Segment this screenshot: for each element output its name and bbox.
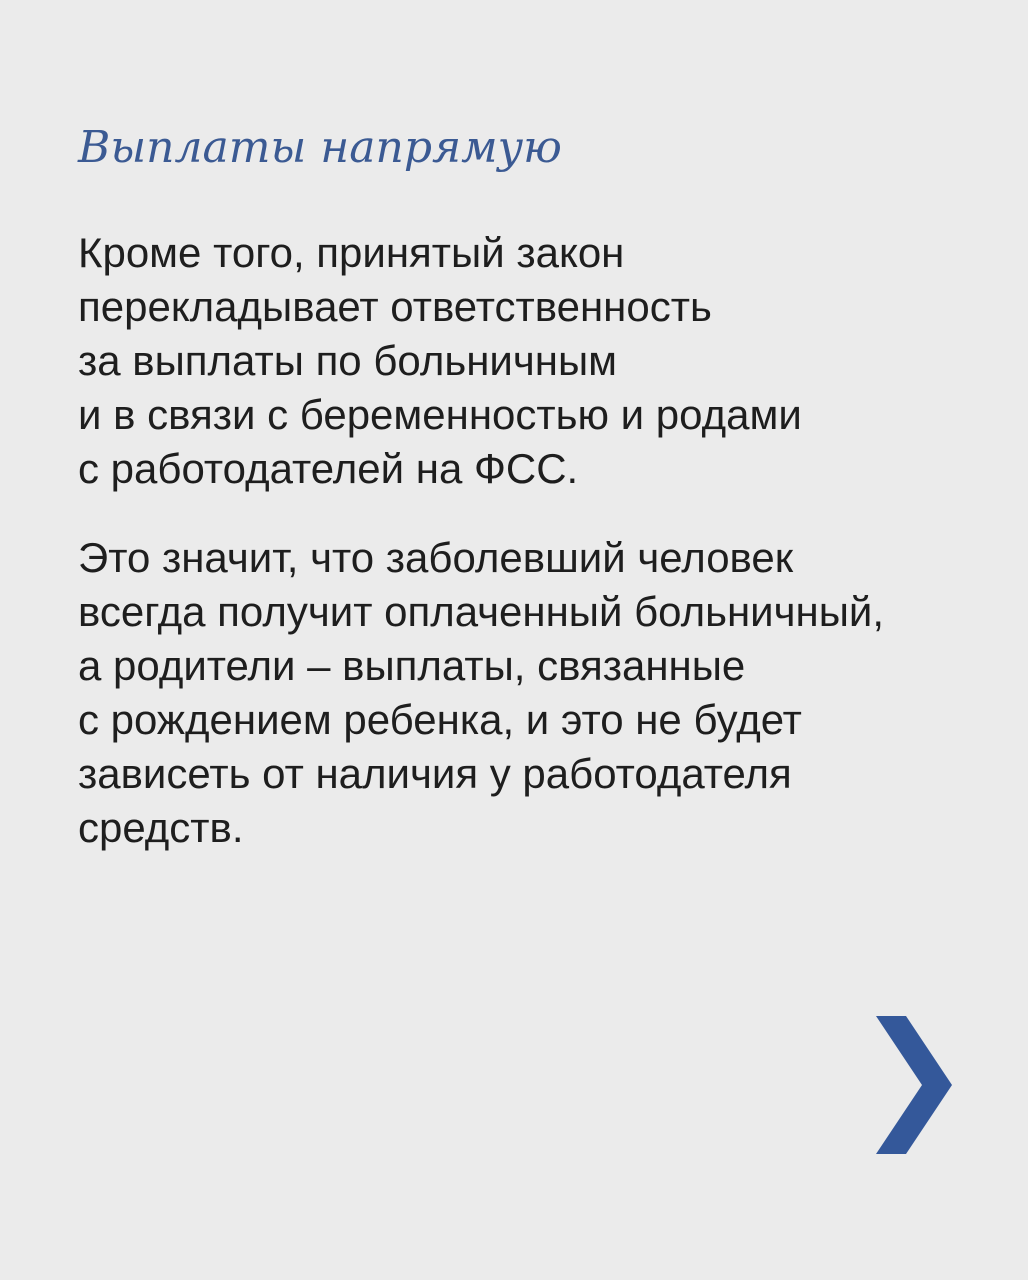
paragraph-line: Кроме того, принятый закон <box>78 229 625 276</box>
paragraph-line: с работодателей на ФСС. <box>78 445 579 492</box>
chevron-right-icon <box>876 1016 952 1154</box>
next-slide-button[interactable] <box>876 1016 952 1154</box>
body-paragraph-1 <box>78 226 802 496</box>
slide-title: Выплаты напрямую <box>78 122 562 173</box>
paragraph-line: зависеть от наличия у работодателя <box>78 750 792 797</box>
paragraph-line: а родители – выплаты, связанные <box>78 642 746 689</box>
paragraph-line: средств. <box>78 804 244 851</box>
paragraph-line: и в связи с беременностью и родами <box>78 391 802 438</box>
paragraph-line: с рождением ребенка, и это не будет <box>78 696 802 743</box>
paragraph-line: всегда получит оплаченный больничный, <box>78 588 885 635</box>
paragraph-line: за выплаты по больничным <box>78 337 618 384</box>
paragraph-line: Это значит, что заболевший человек <box>78 534 794 581</box>
paragraph-line: перекладывает ответственность <box>78 283 712 330</box>
body-paragraph-2 <box>78 531 884 855</box>
